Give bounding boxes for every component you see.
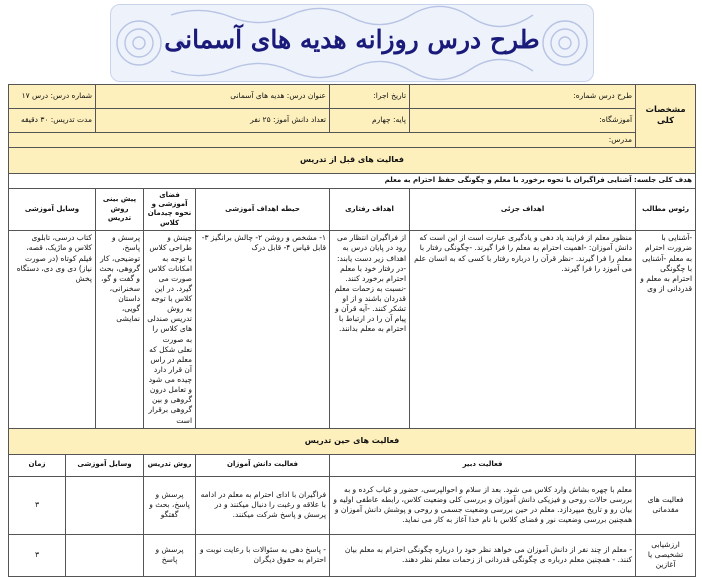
header-behavioral-goals: اهداف رفتاری [330,188,410,231]
lesson-title: عنوان درس: هدیه های آسمانی [96,85,330,109]
cell-space: چینش و طراحی کلاس با توجه به امکانات کلاس صورت می گیرد. در این کلاس با توجه به روش تدریس صندلی های کلاس را به صورت نعلی شکل که معلم در راس آن قرار دارد چیده می شود و تعامل درون گروهی و بین گروهی برقرار است [144,231,196,428]
exec-date: تاریخ اجرا: [330,85,410,109]
student-activity: فراگیران با ادای احترام به معلم در ادامه با علاقه و رغبت را دنبال میکنند و در پرسش و پاسخ شرکت میکنند. [196,476,330,534]
time: ۳ [9,534,66,576]
method: پرسش و پاسخ [144,534,196,576]
grade: پایه: چهارم [330,109,410,133]
cell-partial-goals: منظور معلم از فرایند یاد دهی و یادگیری عبارت است از این است که دانش آموزان: -اهمیت احترام به معلم را فرا گیرند. -چگونگی رفتار با معلم را فرا گیرند. -نظر قرآن را درباره رفتار با کسی که به انسان علم می آموزد را فرا گیرند. [410,231,636,428]
header-domain: حیطه اهداف آموزشی [196,188,330,231]
method: پرسش و پاسخ، بحث و گفتگو [144,476,196,534]
cell-tools: کتاب درسی، تابلوی کلاس و ماژیک، قصه، فیلم کوتاه (در صورت نیاز) دی وی دی، دستگاه پخش [9,231,96,428]
cell-pre-method: پرسش و پاسخ، توضیحی، کار گروهی، بحث و گفت و گو، سخنرانی، داستان گویی، نمایشی [96,231,144,428]
header-activity-label [636,454,696,476]
header-tools: وسایل آموزشی [9,188,96,231]
time: ۳ [9,476,66,534]
pre-section-title: فعالیت های قبل از تدریس [9,148,696,174]
row-label: ارزشیابی تشخیصی یا آغازین [636,534,696,576]
header-teacher-activity: فعالیت دبیر [330,454,636,476]
specs-label: مشخصات کلی [636,85,696,148]
header-student-activity: فعالیت دانش آموزان [196,454,330,476]
lesson-plan-table [8,84,696,577]
header-banner [110,4,594,82]
cell-main-goals: -آشنایی با ضرورت احترام به معلم -آشنایی با چگونگی احترام به معلم و قدردانی از وی [636,231,696,428]
during-section-title: فعالیت های حین تدریس [9,428,696,454]
header-during-tools: وسایل آموزشی [66,454,144,476]
teacher-activity: معلم با چهره بشاش وارد کلاس می شود. بعد از سلام و احوالپرسی، حضور و غیاب کرده و به بررسی حالات روحی و فیزیکی دانش آموزان و بررسی کلی وضعیت کلاس، رابطه عاطفی اولیه و بیان رو و تاریخ میپردازد. معلم در حین بررسی وضعیت جسمی و روحی و پوشش دانش آموزان و همچنین بررسی وضعیت نور و فضای کلاس با نام خدا آغاز به کار می نماید. [330,476,636,534]
during-tools [66,476,144,534]
header-main-goals: رئوس مطالب [636,188,696,231]
students-count: تعداد دانش آموز: ۲۵ نفر [96,109,330,133]
table-row [9,534,696,576]
teacher-name: مدرس: [9,133,636,148]
table-row [9,476,696,534]
duration: مدت تدریس: ۳۰ دقیقه [9,109,96,133]
cell-behavioral-goals: از فراگیران انتظار می رود در پایان درس به اهداف زیر دست یابند: -در رفتار خود با معلم احترام برخورد کنند. -نسبت به زحمات معلم قدردان باشند و از او تشکر کنند. -آیه قرآن و پیام آن را در ارتباط با احترام به معلم بدانند. [330,231,410,428]
during-tools [66,534,144,576]
header-partial-goals: اهداف جزئی [410,188,636,231]
general-goal: هدف کلی جلسه: آشنایی فراگیران با نحوه برخورد با معلم و چگونگی حفظ احترام به معلم [9,174,696,188]
header-method: روش تدریس [144,454,196,476]
cell-domain: ۱- مشخص و روشن ۲- چالش برانگیز ۳- قابل قیاس ۴- قابل درک [196,231,330,428]
school: آموزشگاه: [410,109,636,133]
page-title: طرح درس روزانه هدیه های آسمانی [164,25,540,54]
lesson-number: شماره درس: درس ۱۷ [9,85,96,109]
teacher-activity: - معلم از چند نفر از دانش آموزان می خواهد نظر خود را درباره چگونگی احترام به معلم بیان کنند. - همچنین معلم درباره ی چگونگی قدردانی از زحمات معلم نظر دهند. [330,534,636,576]
plan-number: طرح درس شماره: [410,85,636,109]
header-time: زمان [9,454,66,476]
row-label: فعالیت های مقدماتی [636,476,696,534]
header-pre-method: پیش بینی روش تدریس [96,188,144,231]
student-activity: - پاسخ دهی به سئوالات با رعایت نوبت و احترام به حقوق دیگران [196,534,330,576]
header-space: فضای آموزشی و نحوه چیدمان کلاس [144,188,196,231]
